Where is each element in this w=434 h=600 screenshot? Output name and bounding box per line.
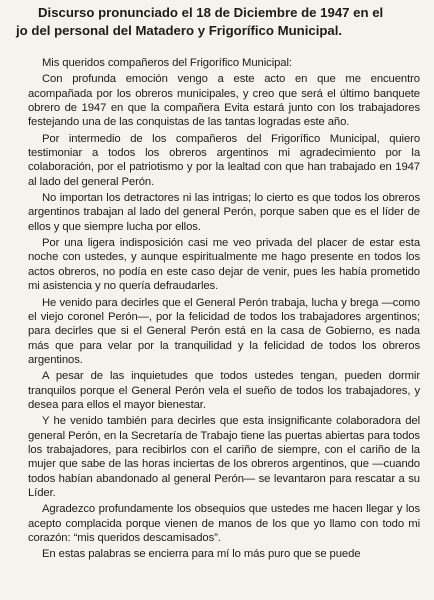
heading-line-1: Discurso pronunciado el 18 de Diciembre de 1947 en el <box>38 5 384 20</box>
paragraph: En estas palabras se encierra para mí lo más puro que se puede <box>42 548 361 561</box>
speech-heading <box>16 4 416 39</box>
paragraph: Agradezco profundamente los obsequios que ustedes me hacen llegar y los acepto complacida porque vienen de manos de los que yo llamo con todo mi corazón: “mis queridos descamisados”. <box>28 503 420 544</box>
paragraph: Por intermedio de los compañeros del Frigorífico Municipal, quiero testimoniar a todos los obreros argentinos mi agradecimiento por la colaboración, por el patriotismo y por la lealtad con que han trabajado en 1947 al lado del general Perón. <box>28 132 420 188</box>
paragraph: A pesar de las inquietudes que todos ustedes tengan, pueden dormir tranquilos porque el General Perón vela el sueño de todos los trabajadores, y desea para ellos el mayor bienestar. <box>28 370 420 411</box>
paragraph: Y he venido también para decirles que esta insignificante colaboradora del general Perón, en la Secretaría de Trabajo tiene las puertas abiertas para todos los trabajadores, para recibirlos con el cariño de siempre, con el cariño de la mujer que sabe de las horas inciertas de los obreros argentinos, que —cuando todos habían abandonado al general Perón— se levantaron para rescatar a su Líder. <box>28 415 420 499</box>
paragraph: He venido para decirles que el General Perón trabaja, lucha y brega —como el viejo coronel Perón—, por la felicidad de todos los trabajadores argentinos; para decirles que si el General Perón está en la casa de Gobierno, es nada más que para velar por la tranquilidad y la felicidad de todos los obreros argentinos. <box>28 296 420 366</box>
paragraph: No importan los detractores ni las intrigas; lo cierto es que todos los obreros argentinos trabajan al lado del general Perón, porque saben que es el líder de ellos y que siempre lucha por ellos. <box>28 192 420 233</box>
salutation: Mis queridos compañeros del Frigorífico Municipal: <box>42 57 292 69</box>
paragraph: Por una ligera indisposición casi me veo privada del placer de estar esta noche con ustedes, y aunque espiritualmente me hago presente en todos los actos obreros, no podía en este caso dejar de venir, pues les había prometido mi asistencia y no quería defraudarles. <box>28 237 420 293</box>
speech-body <box>28 56 420 562</box>
paragraph: Con profunda emoción vengo a este acto en que me encuentro acompañada por los obreros municipales, y creo que será el último banquete obrero de 1947 en que la compañera Evita estará junto con los trabajadores festejando una de las conquistas de las tantas logradas este año. <box>28 73 420 129</box>
heading-line-2: jo del personal del Matadero y Frigorífico Municipal. <box>16 22 343 38</box>
